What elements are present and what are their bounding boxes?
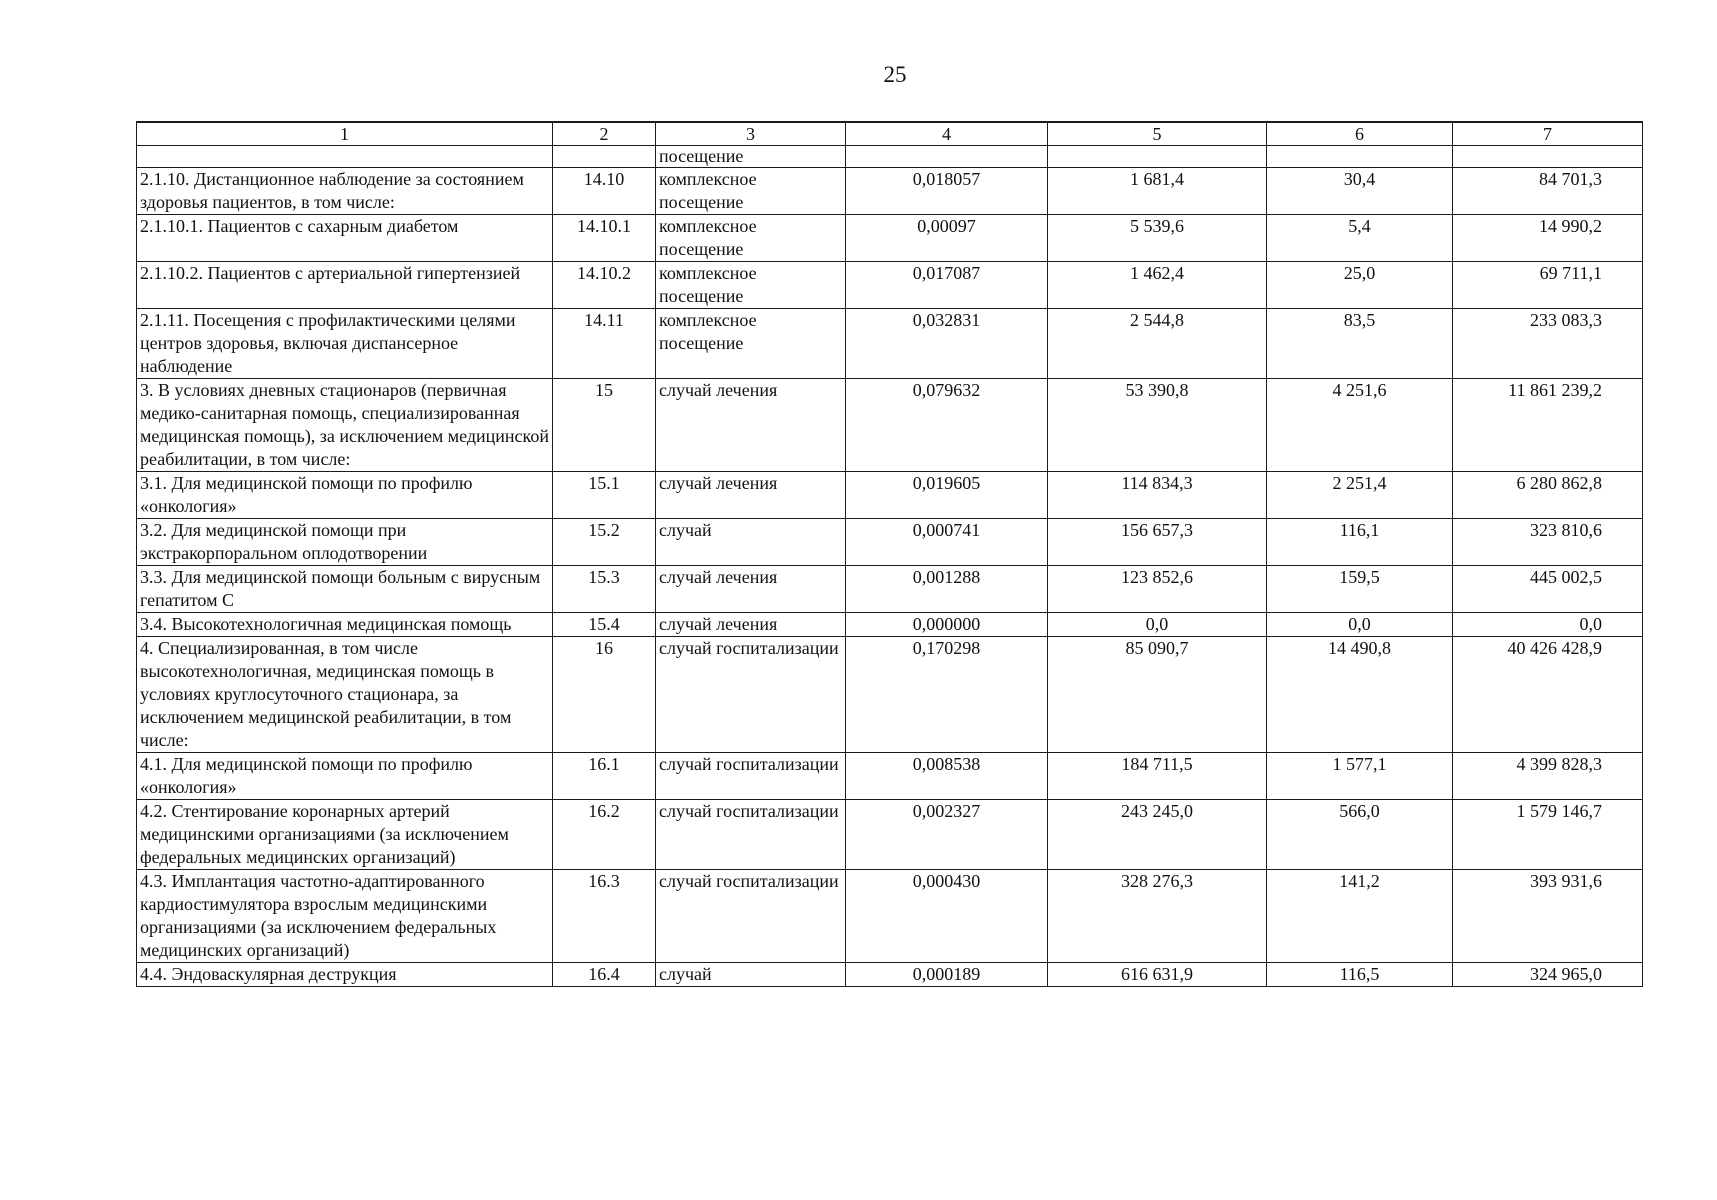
row-per-capita-cell: 159,5 [1267,566,1453,613]
row-per-capita-cell: 30,4 [1267,168,1453,215]
row-name-cell: 3.1. Для медицинской помощи по профилю «онкология» [137,472,553,519]
row-unit-cell: комплексное посещение [656,215,846,262]
table-row [137,753,1643,800]
row-per-capita-cell: 5,4 [1267,215,1453,262]
row-total-cell: 393 931,6 [1453,870,1643,963]
table-row [137,566,1643,613]
row-total-cell: 445 002,5 [1453,566,1643,613]
row-name-cell: 4.2. Стентирование коронарных артерий медицинскими организациями (за исключением федеральных медицинских организаций) [137,800,553,870]
row-code-cell: 16.2 [553,800,656,870]
table-row [137,800,1643,870]
row-code-cell: 14.10 [553,168,656,215]
data-table [136,121,1643,987]
row-total-cell: 84 701,3 [1453,168,1643,215]
table-row [137,870,1643,963]
row-norm-cell [846,146,1048,168]
table-row [137,262,1643,309]
row-cost-cell [1048,146,1267,168]
row-unit-cell: случай [656,519,846,566]
row-unit-cell: случай лечения [656,472,846,519]
row-total-cell: 11 861 239,2 [1453,379,1643,472]
row-cost-cell: 53 390,8 [1048,379,1267,472]
table-row [137,637,1643,753]
row-unit-cell: комплексное посещение [656,262,846,309]
row-name-cell: 2.1.10.1. Пациентов с сахарным диабетом [137,215,553,262]
row-norm-cell: 0,017087 [846,262,1048,309]
row-code-cell: 14.10.1 [553,215,656,262]
row-total-cell: 6 280 862,8 [1453,472,1643,519]
row-total-cell: 233 083,3 [1453,309,1643,379]
row-cost-cell: 5 539,6 [1048,215,1267,262]
row-per-capita-cell [1267,146,1453,168]
table-row [137,309,1643,379]
table-row [137,519,1643,566]
row-per-capita-cell: 1 577,1 [1267,753,1453,800]
row-per-capita-cell: 0,0 [1267,613,1453,637]
row-code-cell: 16.3 [553,870,656,963]
row-total-cell: 324 965,0 [1453,963,1643,987]
column-number-header: 3 [656,122,846,146]
row-norm-cell: 0,000000 [846,613,1048,637]
row-norm-cell: 0,000741 [846,519,1048,566]
row-code-cell: 15.3 [553,566,656,613]
column-number-row [137,122,1643,146]
row-name-cell: 3.3. Для медицинской помощи больным с вирусным гепатитом С [137,566,553,613]
row-name-cell: 3.4. Высокотехнологичная медицинская помощь [137,613,553,637]
row-per-capita-cell: 141,2 [1267,870,1453,963]
row-cost-cell: 328 276,3 [1048,870,1267,963]
table-row [137,146,1643,168]
row-norm-cell: 0,008538 [846,753,1048,800]
row-cost-cell: 184 711,5 [1048,753,1267,800]
row-name-cell: 3.2. Для медицинской помощи при экстракорпоральном оплодотворении [137,519,553,566]
row-code-cell: 15.4 [553,613,656,637]
row-unit-cell: случай лечения [656,566,846,613]
row-norm-cell: 0,001288 [846,566,1048,613]
row-unit-cell: случай госпитализации [656,870,846,963]
row-name-cell: 4.3. Имплантация частотно-адаптированного кардиостимулятора взрослым медицинскими организациями (за исключением федеральных медицинских организаций) [137,870,553,963]
column-number-header: 6 [1267,122,1453,146]
table-row [137,613,1643,637]
row-unit-cell: случай [656,963,846,987]
row-code-cell: 16.4 [553,963,656,987]
row-per-capita-cell: 4 251,6 [1267,379,1453,472]
row-code-cell: 14.10.2 [553,262,656,309]
table-body [137,146,1643,987]
row-cost-cell: 156 657,3 [1048,519,1267,566]
column-number-header: 5 [1048,122,1267,146]
row-cost-cell: 85 090,7 [1048,637,1267,753]
row-unit-cell: комплексное посещение [656,309,846,379]
row-name-cell [137,146,553,168]
row-norm-cell: 0,018057 [846,168,1048,215]
row-total-cell: 323 810,6 [1453,519,1643,566]
row-per-capita-cell: 566,0 [1267,800,1453,870]
table-row [137,168,1643,215]
row-unit-cell: случай госпитализации [656,753,846,800]
column-number-header: 1 [137,122,553,146]
row-per-capita-cell: 83,5 [1267,309,1453,379]
row-unit-cell: случай лечения [656,379,846,472]
row-unit-cell: случай госпитализации [656,800,846,870]
row-cost-cell: 123 852,6 [1048,566,1267,613]
table-row [137,215,1643,262]
row-name-cell: 4. Специализированная, в том числе высокотехнологичная, медицинская помощь в условиях круглосуточного стационара, за исключением медицинской реабилитации, в том числе: [137,637,553,753]
row-code-cell: 14.11 [553,309,656,379]
row-total-cell: 4 399 828,3 [1453,753,1643,800]
row-code-cell: 16 [553,637,656,753]
row-name-cell: 4.4. Эндоваскулярная деструкция [137,963,553,987]
table-row [137,379,1643,472]
row-cost-cell: 0,0 [1048,613,1267,637]
row-norm-cell: 0,00097 [846,215,1048,262]
row-total-cell: 69 711,1 [1453,262,1643,309]
row-norm-cell: 0,000189 [846,963,1048,987]
row-code-cell: 16.1 [553,753,656,800]
row-total-cell: 14 990,2 [1453,215,1643,262]
row-per-capita-cell: 14 490,8 [1267,637,1453,753]
row-code-cell: 15 [553,379,656,472]
row-unit-cell: случай госпитализации [656,637,846,753]
row-name-cell: 2.1.10. Дистанционное наблюдение за состоянием здоровья пациентов, в том числе: [137,168,553,215]
row-cost-cell: 1 681,4 [1048,168,1267,215]
row-norm-cell: 0,032831 [846,309,1048,379]
row-norm-cell: 0,000430 [846,870,1048,963]
row-code-cell: 15.2 [553,519,656,566]
row-per-capita-cell: 25,0 [1267,262,1453,309]
row-norm-cell: 0,079632 [846,379,1048,472]
row-name-cell: 4.1. Для медицинской помощи по профилю «онкология» [137,753,553,800]
row-total-cell: 0,0 [1453,613,1643,637]
row-name-cell: 3. В условиях дневных стационаров (первичная медико-санитарная помощь, специализированная медицинская помощь), за исключением медицинской реабилитации, в том числе: [137,379,553,472]
table-row [137,963,1643,987]
row-name-cell: 2.1.10.2. Пациентов с артериальной гипертензией [137,262,553,309]
row-per-capita-cell: 2 251,4 [1267,472,1453,519]
row-total-cell: 1 579 146,7 [1453,800,1643,870]
row-cost-cell: 243 245,0 [1048,800,1267,870]
row-unit-cell: посещение [656,146,846,168]
row-norm-cell: 0,170298 [846,637,1048,753]
column-number-header: 4 [846,122,1048,146]
table-row [137,472,1643,519]
row-unit-cell: случай лечения [656,613,846,637]
column-number-header: 2 [553,122,656,146]
page-number: 25 [883,62,907,87]
row-code-cell: 15.1 [553,472,656,519]
row-cost-cell: 1 462,4 [1048,262,1267,309]
row-per-capita-cell: 116,1 [1267,519,1453,566]
row-unit-cell: комплексное посещение [656,168,846,215]
row-name-cell: 2.1.11. Посещения с профилактическими целями центров здоровья, включая диспансерное наблюдение [137,309,553,379]
row-cost-cell: 114 834,3 [1048,472,1267,519]
column-number-header: 7 [1453,122,1643,146]
row-per-capita-cell: 116,5 [1267,963,1453,987]
row-norm-cell: 0,002327 [846,800,1048,870]
row-code-cell [553,146,656,168]
row-norm-cell: 0,019605 [846,472,1048,519]
row-cost-cell: 616 631,9 [1048,963,1267,987]
row-total-cell [1453,146,1643,168]
row-total-cell: 40 426 428,9 [1453,637,1643,753]
row-cost-cell: 2 544,8 [1048,309,1267,379]
